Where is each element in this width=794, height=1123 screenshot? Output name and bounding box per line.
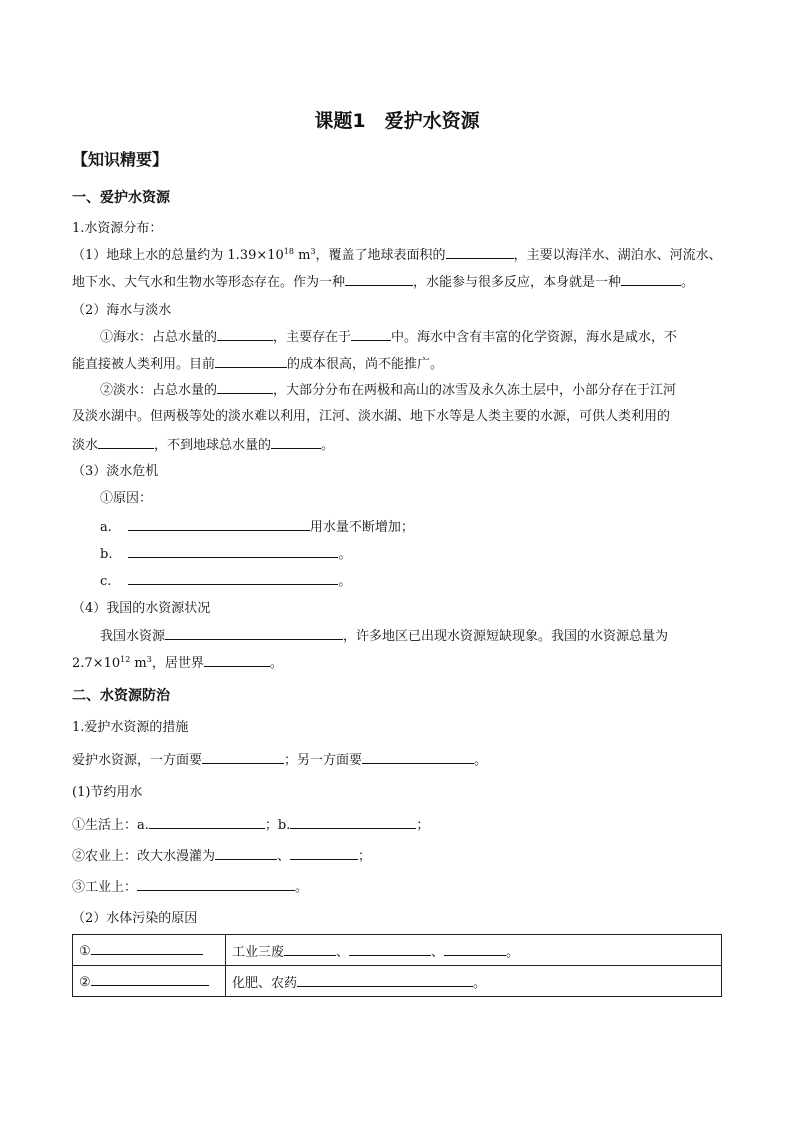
seawater-freshwater-label: （2）海水与淡水	[72, 303, 172, 318]
table-cell: 工业三废 、 、 。	[226, 935, 722, 966]
agriculture-line: ②农业上：改大水漫灌为 、 ；	[72, 849, 372, 864]
total-water-line2: 地下水、大气水和生物水等形态存在。作为一种 ，水能参与很多反应，本身就是一种 。	[72, 275, 695, 290]
table-row	[73, 966, 722, 997]
blank-field[interactable]	[149, 816, 265, 829]
blank-field[interactable]	[91, 973, 209, 986]
crisis-label: （3）淡水危机	[72, 464, 159, 479]
freshwater-line: ②淡水：占总水量的 ，大部分分布在两极和高山的冰雪及永久冻土层中，小部分存在于江河	[100, 383, 677, 398]
measures-label: 1.爱护水资源的措施	[72, 720, 189, 735]
section1-heading: 一、爱护水资源	[72, 190, 170, 206]
save-water-label: (1)节约用水	[72, 785, 143, 800]
blank-field[interactable]	[215, 355, 287, 368]
blank-field[interactable]	[137, 878, 295, 891]
blank-field[interactable]	[345, 273, 413, 286]
blank-field[interactable]	[128, 572, 338, 585]
blank-field[interactable]	[217, 328, 273, 341]
blank-field[interactable]	[98, 436, 154, 449]
pollution-table	[72, 934, 722, 997]
total-water-line: （1）地球上水的总量约为 $1.39\times 10^{18}$ $m^3$，覆盖了地球表面积的 ，主要以海洋水、湖泊水、河流水、	[72, 247, 722, 263]
blank-field[interactable]	[217, 381, 273, 394]
blank-field[interactable]	[128, 545, 338, 558]
table-cell: ②	[73, 966, 226, 997]
blank-field[interactable]	[297, 974, 473, 987]
table-cell: ①	[73, 935, 226, 966]
blank-field[interactable]	[128, 518, 310, 531]
blank-field[interactable]	[621, 273, 681, 286]
distribution-label: 1.水资源分布：	[72, 221, 163, 236]
table-row	[73, 935, 722, 966]
reason-b: b. 。	[100, 547, 352, 562]
industry-line: ③工业上： 。	[72, 880, 309, 895]
blank-field[interactable]	[204, 654, 270, 667]
freshwater-line3: 淡水 ，不到地球总水量的 。	[72, 438, 335, 453]
life-line: ①生活上：a. ；b. ；	[72, 818, 430, 833]
reason-a: a. 用水量不断增加；	[100, 520, 414, 535]
blank-field[interactable]	[215, 847, 277, 860]
china-status-line: 我国水资源 ，许多地区已出现水资源短缺现象。我国的水资源总量为	[100, 629, 669, 644]
blank-field[interactable]	[351, 328, 391, 341]
seawater-line2: 能直接被人类利用。目前 的成本很高，尚不能推广。	[72, 357, 444, 372]
section2-heading: 二、水资源防治	[72, 688, 170, 704]
china-status-line2: $2.7\times 10^{12}$ $m^3$，居世界 。	[72, 655, 283, 671]
table-cell: 化肥、农药 。	[226, 966, 722, 997]
reason-label: ①原因：	[100, 491, 153, 506]
blank-field[interactable]	[290, 816, 416, 829]
reason-c: c. 。	[100, 574, 352, 589]
blank-field[interactable]	[202, 751, 284, 764]
blank-field[interactable]	[91, 942, 203, 955]
china-status-label: （4）我国的水资源状况	[72, 601, 211, 616]
blank-field[interactable]	[271, 436, 321, 449]
protect-line: 爱护水资源，一方面要 ；另一方面要 。	[72, 753, 488, 768]
blank-field[interactable]	[362, 751, 474, 764]
page-title: 课题1 爱护水资源	[314, 110, 480, 132]
blank-field[interactable]	[349, 943, 431, 956]
seawater-line: ①海水：占总水量的 ，主要存在于 中。海水中含有丰富的化学资源，海水是咸水，不	[100, 330, 678, 345]
blank-field[interactable]	[284, 943, 336, 956]
knowledge-header: 【知识精要】	[72, 150, 169, 169]
blank-field[interactable]	[290, 847, 358, 860]
blank-field[interactable]	[446, 246, 514, 259]
blank-field[interactable]	[165, 627, 343, 640]
blank-field[interactable]	[444, 943, 506, 956]
freshwater-line2: 及淡水湖中。但两极等处的淡水难以利用，江河、淡水湖、地下水等是人类主要的水源，可供人类利用的	[72, 409, 671, 424]
pollution-label: （2）水体污染的原因	[72, 911, 198, 926]
